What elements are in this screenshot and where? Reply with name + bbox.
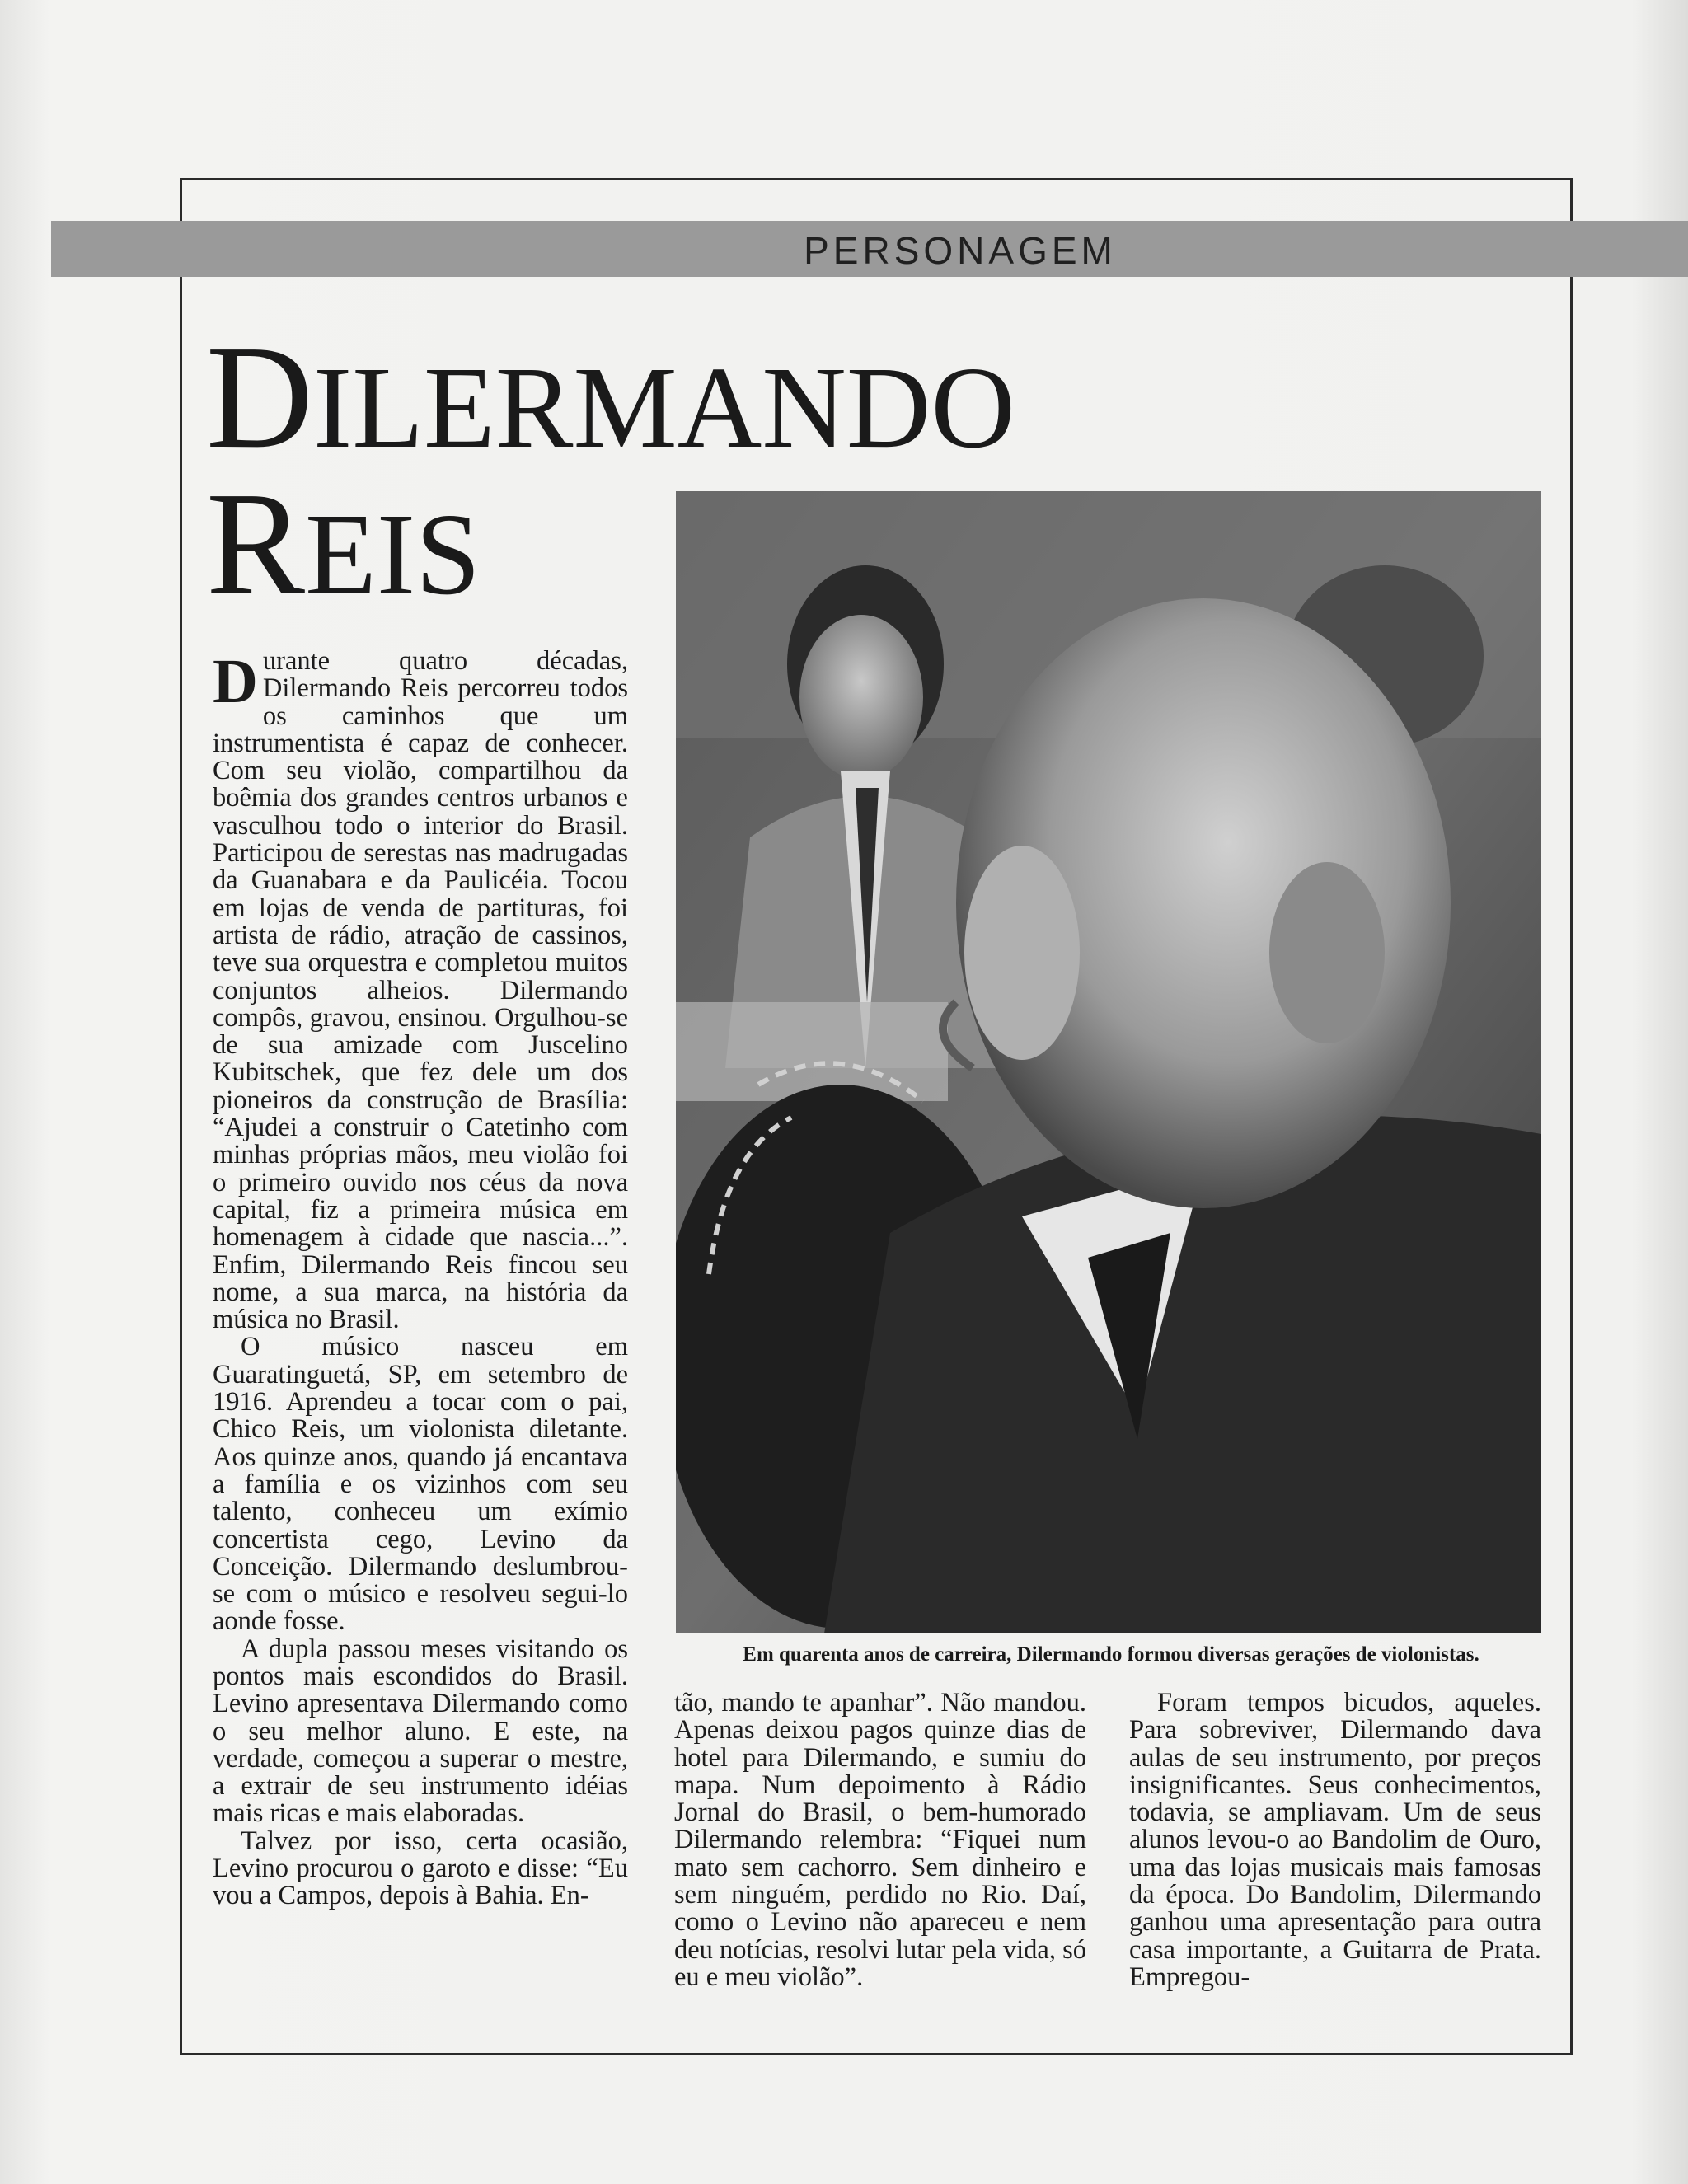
paragraph-1-text: urante quatro décadas, Dilermando Reis percorreu todos os caminhos que um instrumentista é capaz de conhecer. Com seu violão, compartilhou da boêmia dos grandes centros urbanos e vasculhou todo o interior do Brasil. Participou de serestas nas madrugadas da Guanabara e da Paulicéia. Tocou em lojas de venda de partituras, foi artista de rádio, atração de cassinos, teve sua orquestra e completou muitos conjuntos alheios. Dilermando compôs, gravou, ensinou. Orgulhou-se de sua amizade com Juscelino Kubitschek, que fez dele um dos pioneiros da construção de Brasília: “Ajudei a construir o Catetinho com minhas próprias mãos, meu violão foi o primeiro ouvido nos céus da nova capital, fiz a primeira música em homenagem à cidade que nascia...”. Enfim, Dilermando Reis fincou seu nome, a sua marca, na história da música no Brasil.: [213, 646, 628, 1335]
portrait-photo: [676, 491, 1541, 1633]
article-column-2: [674, 1690, 1086, 1991]
paragraph-4: Talvez por isso, certa ocasião, Levino procurou o garoto e disse: “Eu vou a Campos, depois à Bahia. En-: [213, 1825, 628, 1911]
headline-initial-r: R: [206, 462, 306, 626]
paragraph-6: Foram tempos bicudos, aqueles. Para sobreviver, Dilermando dava aulas de seu instrumento, por preços insignificantes. Seus conhecimentos, todavia, se ampliavam. Um de seus alunos levou-o ao Bandolim de Ouro, uma das lojas musicais mais famosas da época. Do Bandolim, Dilermando ganhou uma apresentação para outra casa importante, a Guitarra de Prata. Empregou-: [1129, 1688, 1541, 1992]
paragraph-2: O músico nasceu em Guaratinguetá, SP, em setembro de 1916. Aprendeu a tocar com o pai, Chico Reis, um violonista diletante. Aos quinze anos, quando já encantava a família e os vizinhos com seu talento, conheceu um exímio concertista cego, Levino da Conceição. Dilermando deslumbrou-se com o músico e resolveu segui-lo aonde fosse.: [213, 1332, 628, 1637]
headline-line-1: [206, 315, 1015, 479]
section-banner: [51, 221, 1688, 277]
article-column-1: [213, 648, 628, 1910]
photo-illustration: [676, 491, 1541, 1633]
article-column-3: [1129, 1690, 1541, 1991]
headline-rest-1: ILERMANDO: [313, 342, 1015, 472]
drop-cap: D: [213, 647, 258, 716]
section-label: PERSONAGEM: [804, 229, 1117, 272]
photo-caption: Em quarenta anos de carreira, Dilermando formou diversas gerações de violonistas.: [743, 1643, 1479, 1666]
paragraph-5: tão, mando te apanhar”. Não mandou. Apenas deixou pagos quinze dias de hotel para Dilermando, e sumiu do mapa. Num depoimento à Rádio Jornal do Brasil, o bem-humorado Dilermando relembra: “Fiquei num mato sem cachorro. Sem dinheiro e sem ninguém, perdido no Rio. Daí, como o Levino não apareceu e nem deu notícias, resolvi lutar pela vida, só eu e meu violão”.: [674, 1688, 1087, 1992]
paragraph-3: A dupla passou meses visitando os pontos mais escondidos do Brasil. Levino apresentava Dilermando como o seu melhor aluno. E este, na verdade, começou a superar o mestre, a extrair de seu instrumento idéias mais ricas e mais elaboradas.: [213, 1633, 628, 1829]
headline-rest-2: EIS: [305, 489, 481, 619]
paragraph-1: [213, 648, 628, 1333]
headline-initial-d: D: [206, 315, 313, 479]
